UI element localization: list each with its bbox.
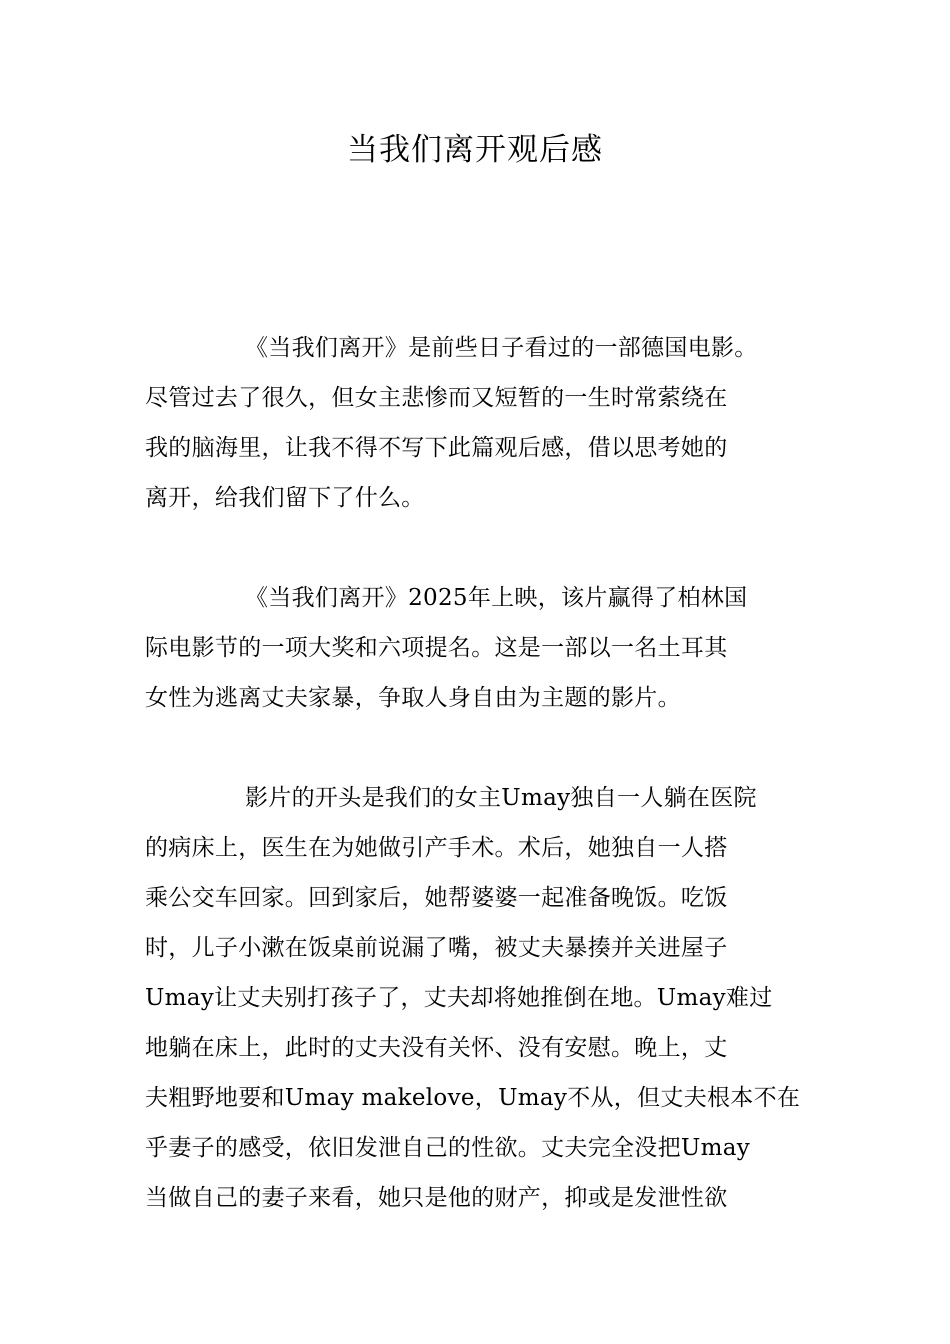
paragraph-plot: [145, 773, 807, 1223]
text-line: 女性为逃离丈夫家暴，争取人身自由为主题的影片。: [145, 685, 681, 711]
text-line: 当做自己的妻子来看，她只是他的财产，抑或是发泄性欲: [145, 1185, 728, 1211]
paragraph-background: [145, 573, 807, 723]
text-line: 夫粗野地要和Umay makelove，Umay不从，但丈夫根本不在: [145, 1085, 801, 1111]
text-line: 乘公交车回家。回到家后，她帮婆婆一起准备晚饭。吃饭: [145, 885, 728, 911]
text-line: 我的脑海里，让我不得不写下此篇观后感，借以思考她的: [145, 435, 728, 461]
text-line: 《当我们离开》2025年上映，该片赢得了柏林国: [245, 585, 748, 611]
text-line: 乎妻子的感受，依旧发泄自己的性欲。丈夫完全没把Umay: [145, 1135, 750, 1161]
text-line: 离开，给我们留下了什么。: [145, 485, 425, 511]
text-line: 尽管过去了很久，但女主悲惨而又短暂的一生时常萦绕在: [145, 385, 728, 411]
text-line: Umay让丈夫别打孩子了，丈夫却将她推倒在地。Umay难过: [145, 985, 773, 1011]
text-line: 地躺在床上，此时的丈夫没有关怀、没有安慰。晚上，丈: [145, 1035, 728, 1061]
text-line: 际电影节的一项大奖和六项提名。这是一部以一名土耳其: [145, 635, 728, 661]
text-line: 影片的开头是我们的女主Umay独自一人躺在医院: [245, 785, 757, 811]
paragraph-intro: [145, 323, 807, 523]
text-line: 的病床上，医生在为她做引产手术。术后，她独自一人搭: [145, 835, 728, 861]
page-title: 当我们离开观后感: [347, 132, 603, 168]
text-line: 时，儿子小漱在饭桌前说漏了嘴，被丈夫暴揍并关进屋子: [145, 935, 728, 961]
text-line: 《当我们离开》是前些日子看过的一部德国电影。: [245, 335, 758, 361]
